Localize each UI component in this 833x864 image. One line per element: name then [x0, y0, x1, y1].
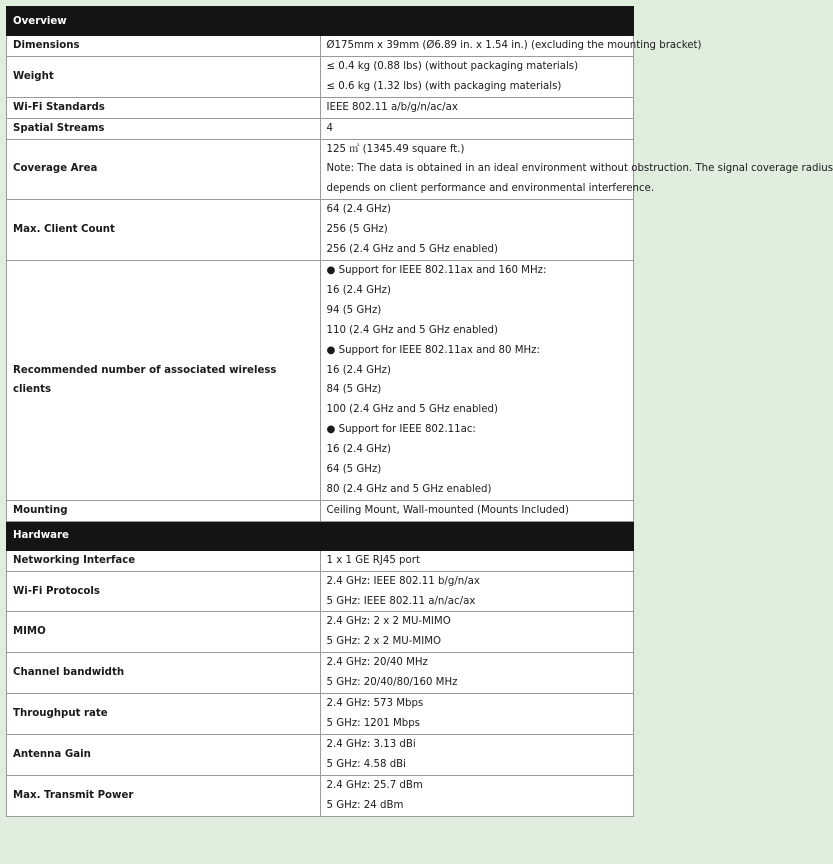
spec-row	[7, 36, 634, 57]
spec-value	[320, 139, 833, 200]
spec-row	[7, 612, 634, 653]
spec-label: MIMO	[7, 612, 321, 653]
spec-value-line: ● Support for IEEE 802.11ax and 160 MHz:	[326, 264, 547, 276]
spec-value-line: depends on client performance and environmental interference.	[326, 183, 655, 195]
spec-value-line: 16 (2.4 GHz)	[326, 364, 391, 376]
spec-label: Weight	[7, 56, 321, 97]
spec-value-line: 110 (2.4 GHz and 5 GHz enabled)	[326, 324, 498, 336]
spec-value	[320, 550, 634, 571]
spec-value-line: 5 GHz: IEEE 802.11 a/n/ac/ax	[326, 595, 476, 607]
spec-value-line: 2.4 GHz: 25.7 dBm	[326, 779, 423, 791]
spec-value	[320, 200, 634, 261]
spec-value-line: 2.4 GHz: 2 x 2 MU-MIMO	[326, 616, 451, 628]
spec-label: Recommended number of associated wireless clients	[7, 260, 321, 500]
spec-value-line: 4	[326, 122, 333, 134]
section-title: Overview	[7, 7, 634, 36]
spec-value-line: 80 (2.4 GHz and 5 GHz enabled)	[326, 483, 492, 495]
spec-value-line: 64 (5 GHz)	[326, 464, 382, 476]
spec-row	[7, 694, 634, 735]
spec-value-line: ● Support for IEEE 802.11ac:	[326, 424, 476, 436]
spec-value-line: 256 (2.4 GHz and 5 GHz enabled)	[326, 244, 498, 256]
spec-value-line: 94 (5 GHz)	[326, 304, 382, 316]
spec-row	[7, 56, 634, 97]
spec-value-line: IEEE 802.11 a/b/g/n/ac/ax	[326, 101, 458, 113]
spec-value	[320, 734, 634, 775]
spec-row	[7, 200, 634, 261]
spec-label: Max. Transmit Power	[7, 775, 321, 816]
spec-value-line: ≤ 0.6 kg (1.32 lbs) (with packaging materials)	[326, 80, 562, 92]
spec-label: Wi-Fi Protocols	[7, 571, 321, 612]
spec-value-line: 2.4 GHz: 20/40 MHz	[326, 657, 428, 669]
spec-value-line: 16 (2.4 GHz)	[326, 444, 391, 456]
spec-label: Wi-Fi Standards	[7, 97, 321, 118]
spec-value	[320, 260, 634, 500]
spec-table-body	[7, 7, 833, 817]
spec-value-line: 256 (5 GHz)	[326, 224, 388, 236]
spec-label: Channel bandwidth	[7, 653, 321, 694]
spec-value-line: 5 GHz: 20/40/80/160 MHz	[326, 677, 458, 689]
spec-row	[7, 500, 634, 521]
spec-value-line: 64 (2.4 GHz)	[326, 204, 391, 216]
spec-value	[320, 775, 634, 816]
spec-value-line: 5 GHz: 24 dBm	[326, 799, 404, 811]
spec-value	[320, 694, 634, 735]
spec-value	[320, 97, 634, 118]
spec-row	[7, 550, 634, 571]
spec-value-line: 84 (5 GHz)	[326, 384, 382, 396]
spec-label: Mounting	[7, 500, 321, 521]
spec-value	[320, 612, 634, 653]
spec-label: Antenna Gain	[7, 734, 321, 775]
spec-value-line: 1 x 1 GE RJ45 port	[326, 554, 420, 566]
spec-value-line: Ø175mm x 39mm (Ø6.89 in. x 1.54 in.) (excluding the mounting bracket)	[326, 40, 702, 51]
spec-label: Dimensions	[7, 36, 321, 57]
spec-value	[320, 118, 634, 139]
spec-value	[320, 500, 634, 521]
spec-row	[7, 775, 634, 816]
spec-row	[7, 97, 634, 118]
spec-label: Max. Client Count	[7, 200, 321, 261]
spec-label: Spatial Streams	[7, 118, 321, 139]
spec-value-line: 16 (2.4 GHz)	[326, 284, 391, 296]
spec-row	[7, 734, 634, 775]
spec-value-line: 5 GHz: 2 x 2 MU-MIMO	[326, 636, 442, 648]
spec-label: Throughput rate	[7, 694, 321, 735]
spec-row	[7, 139, 634, 200]
spec-value-line: 2.4 GHz: IEEE 802.11 b/g/n/ax	[326, 575, 480, 587]
spec-row	[7, 118, 634, 139]
section-title: Hardware	[7, 521, 634, 550]
spec-value-line: ≤ 0.4 kg (0.88 lbs) (without packaging materials)	[326, 60, 579, 72]
spec-value	[320, 36, 702, 57]
spec-value-line: 125 ㎡ (1345.49 square ft.)	[326, 143, 465, 155]
spec-table	[6, 6, 833, 817]
section-header	[7, 7, 634, 36]
spec-value-line: 5 GHz: 4.58 dBi	[326, 758, 407, 770]
spec-label: Networking Interface	[7, 550, 321, 571]
spec-value-line: Ceiling Mount, Wall-mounted (Mounts Included)	[326, 504, 569, 516]
spec-value-line: ● Support for IEEE 802.11ax and 80 MHz:	[326, 344, 540, 356]
spec-sheet	[6, 6, 833, 817]
spec-value-line: 100 (2.4 GHz and 5 GHz enabled)	[326, 404, 498, 416]
spec-value	[320, 56, 634, 97]
spec-value	[320, 653, 634, 694]
spec-row	[7, 260, 634, 500]
spec-value-line: 2.4 GHz: 3.13 dBi	[326, 738, 416, 750]
spec-value-line: 5 GHz: 1201 Mbps	[326, 718, 420, 729]
spec-row	[7, 653, 634, 694]
spec-value	[320, 571, 634, 612]
section-header	[7, 521, 634, 550]
spec-value-line: 2.4 GHz: 573 Mbps	[326, 698, 424, 710]
spec-value-line: Note: The data is obtained in an ideal environment without obstruction. The signal coverage radius	[326, 163, 833, 175]
spec-row	[7, 571, 634, 612]
spec-label: Coverage Area	[7, 139, 321, 200]
